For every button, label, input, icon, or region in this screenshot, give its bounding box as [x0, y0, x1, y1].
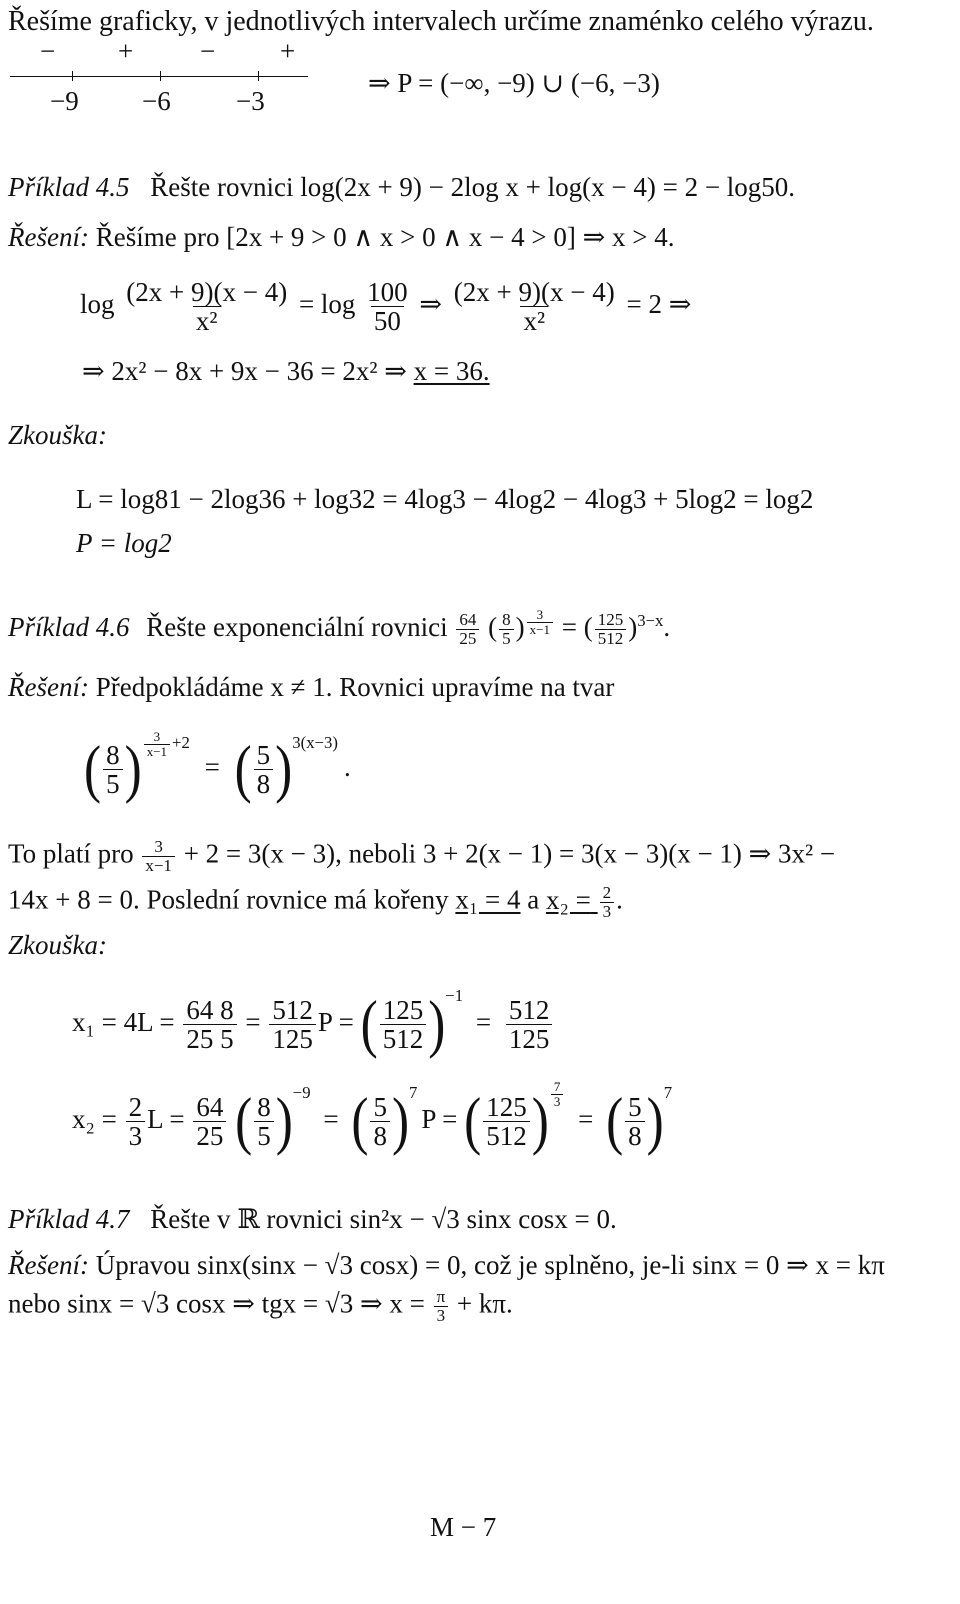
exponential-form: ( $\frac{8}{5}$ ) $^{\frac{3}{x-1} +2}$ = ( $\frac{5}{8}$ )$^{3(x-3)}$. [84, 729, 351, 806]
exponent-fraction: $\frac{3}{x-1}$ [144, 730, 170, 758]
exponent-3-over-x-1: 3 x−1 [527, 608, 553, 636]
point-2: −6 [142, 86, 171, 116]
example-label: Příklad 4.7 [8, 1204, 130, 1234]
log-equation [80, 278, 691, 336]
example-4-6-solution [8, 672, 614, 703]
solution-text: Úpravou sinx(sinx − √3 cosx) = 0, což je splněno, je-li sinx = 0 ⇒ x = kπ [95, 1250, 885, 1280]
example-4-7-line-2: nebo sinx = √3 cosx ⇒ tgx = √3 ⇒ x = $\frac{\pi}{3}$ + kπ. [8, 1287, 513, 1325]
root-x1: x₁ = 4 [455, 884, 521, 915]
point-1: −9 [50, 86, 79, 116]
fraction-8-5: $\frac{8}{5}$ [254, 1093, 274, 1151]
fraction-125-512: $\frac{125}{512}$ [483, 1093, 530, 1151]
number-line [10, 76, 308, 77]
implies-arrow: ⇒ [419, 289, 443, 320]
example-label: Příklad 4.6 [8, 611, 130, 642]
example-task: Řešte rovnici log(2x + 9) − 2log x + log(x − 4) = 2 − log50. [150, 172, 796, 202]
fraction-512-125: $\frac{512}{125}$ [269, 996, 316, 1054]
page-number: M − 7 [430, 1512, 497, 1542]
paragraph-line-2: 14x + 8 = 0. Poslední rovnice má kořeny x₁ = 4 a x₂ = $\frac{2}{3}$ . [8, 883, 623, 921]
intro-text: Řešíme graficky, v jednotlivých intervalech určíme znaménko celého výrazu. [8, 6, 874, 37]
check-left-side: L = log81 − 2log36 + log32 = 4log3 − 4log2 − 4log3 + 5log2 = log2 [76, 484, 814, 514]
example-4-7-title [8, 1204, 617, 1235]
tick-3 [258, 71, 259, 81]
sign-1: − [40, 36, 56, 66]
fraction-125-512: $\frac{125}{512}$ [380, 996, 427, 1054]
check-label: Zkouška: [8, 930, 107, 960]
point-3: −3 [236, 86, 265, 116]
root-x2: x₂ = $\frac{2}{3}$ [546, 885, 616, 915]
example-4-5-solution [8, 222, 674, 253]
sign-4: + [280, 36, 296, 66]
fraction-64-8-25-5: $\frac{64 8}{25 5}$ [183, 996, 236, 1054]
check-right-side: P = log2 [76, 528, 172, 558]
fraction-2-3: $\frac{2}{3}$ [126, 1093, 146, 1151]
solution-label: Řešení: [8, 1250, 89, 1280]
fraction-5-8: $\frac{5}{8}$ [625, 1093, 645, 1151]
exponent-3-x-3: 3(x−3) [292, 732, 338, 752]
solution-label: Řešení: [8, 672, 89, 702]
fraction-100-50: $\frac{100}{50}$ [367, 277, 408, 337]
solution-text: Řešíme pro [2x + 9 > 0 ∧ x > 0 ∧ x − 4 > 0] ⇒ x > 4. [95, 222, 675, 252]
fraction-64-25: $\frac{64}{25}$ [193, 1093, 226, 1151]
fraction-3-over-x-1: $\frac{3}{x-1}$ [142, 838, 175, 875]
fraction-pi-3: $\frac{\pi}{3}$ [434, 1288, 449, 1325]
example-4-7-solution [8, 1250, 885, 1281]
paragraph-line-1: To platí pro $\frac{3}{x-1}$ + 2 = 3(x − 3), neboli 3 + 2(x − 1) = 3(x − 3)(x − 1) ⇒ 3x² − [8, 837, 836, 875]
check-line-2: x₂ = $\frac{2}{3}$ L = $\frac{64}{25}$ ( $\frac{8}{5}$ )$^{-9}$ = ( $\frac{5}{8}$ )$^7$P = ( $\frac{125}{512}$ ) $^{\frac{7}{3}}$ = ( $\frac{5}{8}$ )$^7$ [72, 1079, 673, 1158]
log-word: log [80, 289, 115, 320]
root-x-36: x = 36. [413, 356, 490, 386]
tick-2 [160, 71, 161, 81]
fraction-5-8: $\frac{5}{8}$ [254, 741, 274, 799]
fraction-64-25: $\frac{64}{25}$ [456, 611, 479, 648]
check-label: Zkouška: [8, 420, 107, 450]
equals-two: = 2 ⇒ [626, 289, 692, 320]
example-task: Řešte exponenciální rovnici [146, 611, 448, 642]
fraction-512-125: $\frac{512}{125}$ [506, 996, 553, 1054]
solution-line: ⇒ 2x² − 8x + 9x − 36 = 2x² ⇒ x = 36. [82, 356, 490, 386]
check-line-1: x₁ = 4L = $\frac{64 8}{25 5}$ = $\frac{512}{125}$ P = ( $\frac{125}{512}$ )$^{-1}$ = $\frac{512}{125}$ [72, 986, 554, 1054]
fraction-8-5: $\frac{8}{5}$ [499, 611, 514, 648]
example-label: Příklad 4.5 [8, 172, 130, 202]
sign-2: + [118, 36, 134, 66]
solution-text: Předpokládáme x ≠ 1. Rovnici upravíme na tvar [95, 672, 615, 702]
fraction: $\frac{(2x + 9)(x - 4)}{\text{x²}}$ [453, 277, 615, 337]
example-task: Řešte v ℝ rovnici sin²x − √3 sinx cosx = 0. [150, 1204, 617, 1234]
fraction: $\frac{(2x + 9)(x - 4)}{\text{x²}}$ [126, 277, 288, 337]
sign-chart-result: ⇒ P = (−∞, −9) ∪ (−6, −3) [368, 68, 660, 98]
tick-1 [72, 71, 73, 81]
solution-label: Řešení: [8, 222, 89, 252]
fraction-8-5: $\frac{8}{5}$ [103, 741, 123, 799]
equals-log: = log [298, 289, 356, 320]
example-4-6-title: Příklad 4.6 Řešte exponenciální rovnici $\frac{64}{25}$ ( $\frac{8}{5}$ ) $^{\frac{3}{x-1}}$ = ( $\frac{125}{512}$ )$^{3-x}$. [8, 607, 671, 649]
fraction-5-8: $\frac{5}{8}$ [370, 1093, 390, 1151]
fraction-125-512: $\frac{125}{512}$ [595, 611, 627, 648]
example-4-5-title [8, 172, 795, 203]
sign-3: − [200, 36, 216, 66]
